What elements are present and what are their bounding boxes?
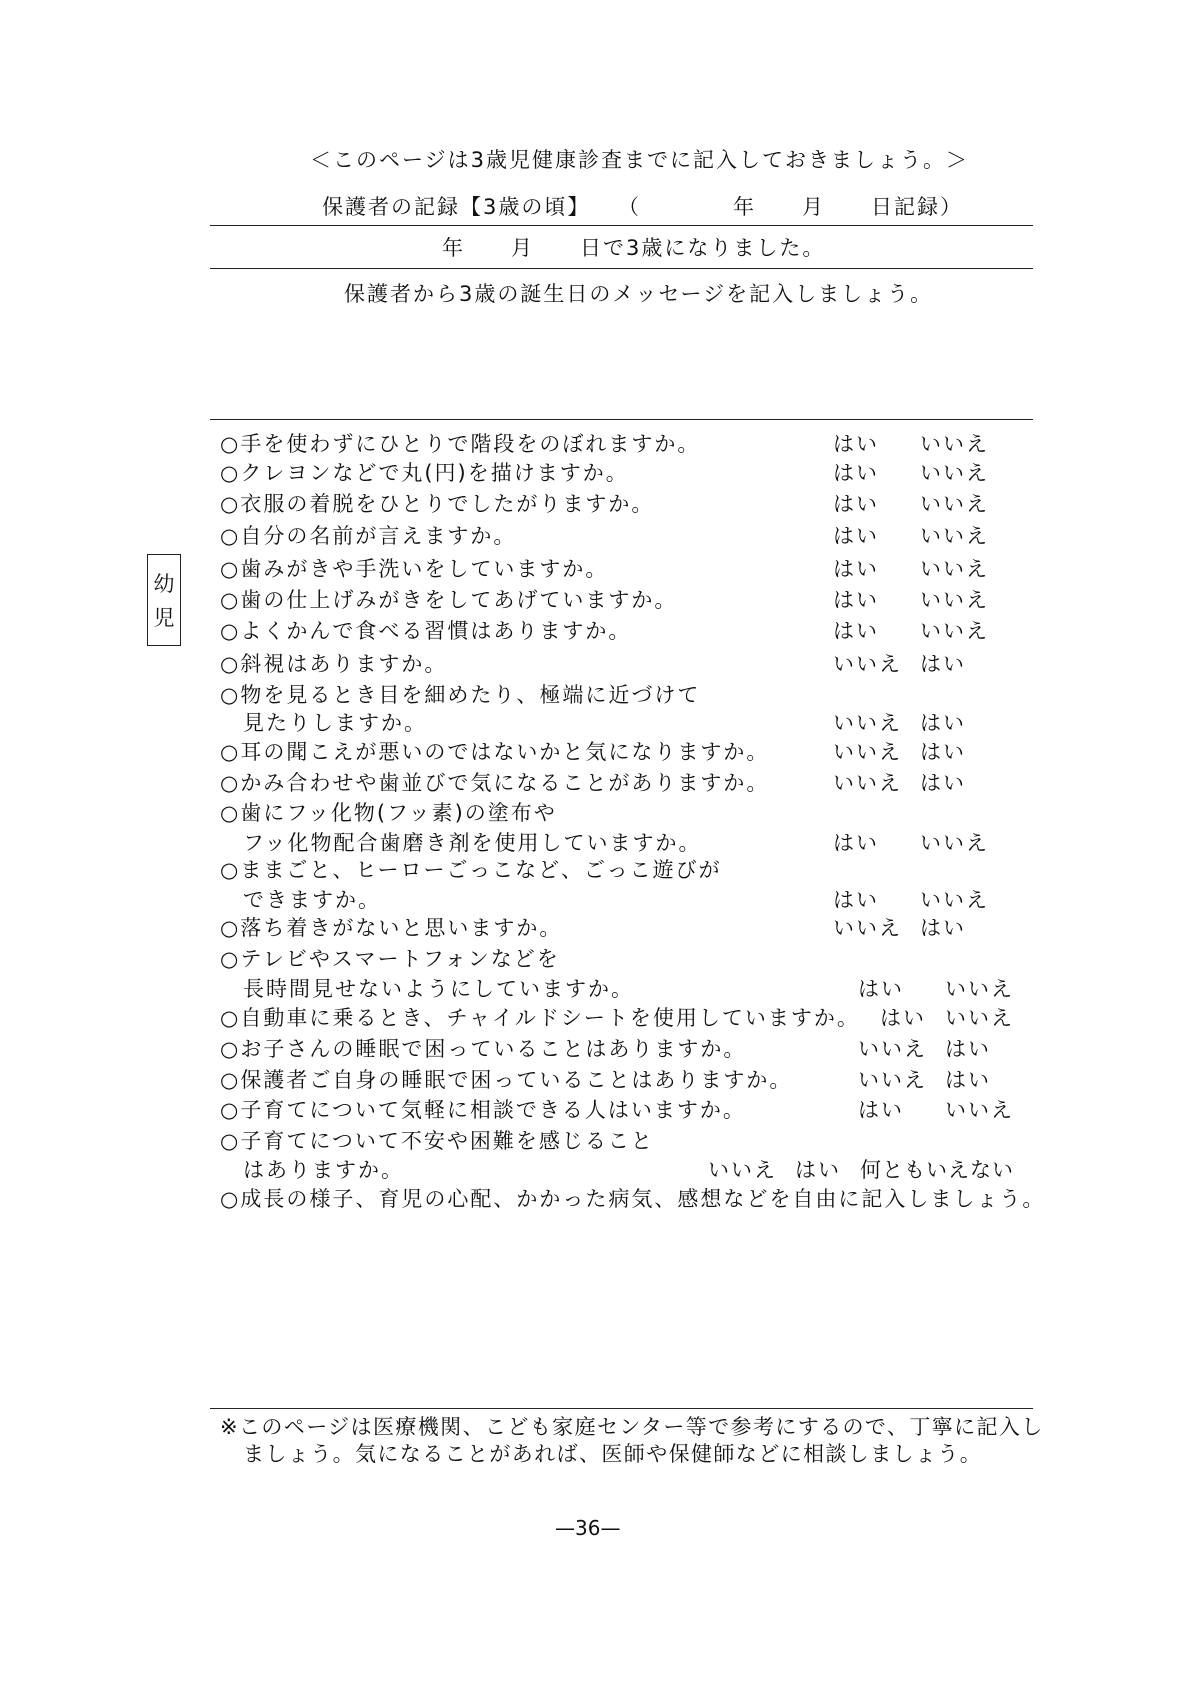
divider-top <box>210 225 1033 226</box>
answer-7-a[interactable]: はい <box>833 619 879 643</box>
footer-note-line1: ※このページは医療機関、こども家庭センター等で参考にするので、丁寧に記入し <box>220 1415 1044 1439</box>
answer-6-a[interactable]: はい <box>833 588 879 612</box>
answer-15-b[interactable]: いいえ <box>945 977 1014 1001</box>
question-2: ○クレヨンなどで丸(円)を描けますか。 <box>220 461 629 485</box>
answer-19-b[interactable]: いいえ <box>945 1098 1014 1122</box>
answer-8-b[interactable]: はい <box>920 652 966 676</box>
answer-20-a[interactable]: いいえ <box>708 1158 777 1182</box>
page-instruction: ＜このページは3歳児健康診査までに記入しておきましょう。＞ <box>310 148 969 172</box>
question-16: ○自動車に乗るとき、チャイルドシートを使用していますか。 <box>220 1006 860 1030</box>
answer-9-a[interactable]: いいえ <box>833 711 902 735</box>
answer-11-b[interactable]: はい <box>920 771 966 795</box>
question-12-cont: フッ化物配合歯磨き剤を使用していますか。 <box>243 831 702 855</box>
answer-5-b[interactable]: いいえ <box>920 557 989 581</box>
answer-3-b[interactable]: いいえ <box>920 492 989 516</box>
answer-18-b[interactable]: はい <box>945 1068 991 1092</box>
answer-17-a[interactable]: いいえ <box>858 1037 927 1061</box>
answer-2-b[interactable]: いいえ <box>920 461 989 485</box>
answer-10-a[interactable]: いいえ <box>833 740 902 764</box>
question-17: ○お子さんの睡眠で困っていることはありますか。 <box>220 1037 747 1061</box>
answer-5-a[interactable]: はい <box>833 557 879 581</box>
answer-12-a[interactable]: はい <box>833 831 879 855</box>
birthday-line[interactable]: 年 月 日で3歳になりました。 <box>442 236 826 260</box>
answer-9-b[interactable]: はい <box>920 711 966 735</box>
answer-1-b[interactable]: いいえ <box>920 432 989 456</box>
answer-17-b[interactable]: はい <box>945 1037 991 1061</box>
answer-18-a[interactable]: いいえ <box>858 1068 927 1092</box>
answer-20-b[interactable]: はい <box>795 1158 841 1182</box>
answer-13-a[interactable]: はい <box>833 888 879 912</box>
question-8: ○斜視はありますか。 <box>220 652 448 676</box>
question-15: ○テレビやスマートフォンなどを <box>220 947 560 971</box>
answer-19-a[interactable]: はい <box>858 1098 904 1122</box>
divider-footer <box>210 1408 1033 1409</box>
record-date: （ 年 月 日記録） <box>618 195 963 219</box>
record-title: 保護者の記録【3歳の頃】 <box>322 195 591 219</box>
answer-14-b[interactable]: はい <box>920 916 966 940</box>
question-5: ○歯みがきや手洗いをしていますか。 <box>220 557 609 581</box>
answer-8-a[interactable]: いいえ <box>833 652 902 676</box>
section-tab-char2: 児 <box>153 606 175 630</box>
question-19: ○子育てについて気軽に相談できる人はいますか。 <box>220 1098 746 1122</box>
answer-16-b[interactable]: いいえ <box>945 1006 1014 1030</box>
answer-10-b[interactable]: はい <box>920 740 966 764</box>
question-3: ○衣服の着脱をひとりでしたがりますか。 <box>220 492 655 516</box>
free-comment-area[interactable] <box>243 1220 1013 1390</box>
question-20: ○子育てについて不安や困難を感じること <box>220 1129 654 1153</box>
question-7: ○よくかんで食べる習慣はありますか。 <box>220 619 632 643</box>
question-6: ○歯の仕上げみがきをしてあげていますか。 <box>220 588 678 612</box>
question-13: ○ままごと、ヒーローごっこなど、ごっこ遊びが <box>220 858 722 882</box>
question-12: ○歯にフッ化物(フッ素)の塗布や <box>220 801 557 825</box>
question-15-cont: 長時間見せないようにしていますか。 <box>243 977 634 1001</box>
answer-4-b[interactable]: いいえ <box>920 524 989 548</box>
question-4: ○自分の名前が言えますか。 <box>220 524 517 548</box>
answer-11-a[interactable]: いいえ <box>833 771 902 795</box>
section-tab-char1: 幼 <box>153 572 175 596</box>
message-prompt: 保護者から3歳の誕生日のメッセージを記入しましょう。 <box>344 282 934 306</box>
question-9: ○物を見るとき目を細めたり、極端に近づけて <box>220 683 701 707</box>
question-9-cont: 見たりしますか。 <box>243 711 427 735</box>
question-1: ○手を使わずにひとりで階段をのぼれますか。 <box>220 432 701 456</box>
question-10: ○耳の聞こえが悪いのではないかと気になりますか。 <box>220 740 770 764</box>
section-tab-infant <box>147 554 181 646</box>
answer-7-b[interactable]: いいえ <box>920 619 989 643</box>
answer-14-a[interactable]: いいえ <box>833 916 902 940</box>
answer-4-a[interactable]: はい <box>833 524 879 548</box>
question-14: ○落ち着きがないと思いますか。 <box>220 916 563 940</box>
answer-15-a[interactable]: はい <box>858 977 904 1001</box>
question-18: ○保護者ご自身の睡眠で困っていることはありますか。 <box>220 1068 793 1092</box>
question-21: ○成長の様子、育児の心配、かかった病気、感想などを自由に記入しましょう。 <box>220 1187 1046 1211</box>
answer-12-b[interactable]: いいえ <box>920 831 989 855</box>
question-20-cont: はありますか。 <box>243 1158 404 1182</box>
question-11: ○かみ合わせや歯並びで気になることがありますか。 <box>220 771 770 795</box>
divider-birthday <box>210 268 1033 269</box>
question-13-cont: できますか。 <box>243 888 381 912</box>
answer-3-a[interactable]: はい <box>833 492 879 516</box>
footer-note-line2: ましょう。気になることがあれば、医師や保健師などに相談しましょう。 <box>243 1442 983 1466</box>
answer-2-a[interactable]: はい <box>833 461 879 485</box>
answer-6-b[interactable]: いいえ <box>920 588 989 612</box>
answer-13-b[interactable]: いいえ <box>920 888 989 912</box>
answer-20-c[interactable]: 何ともいえない <box>860 1158 1014 1182</box>
answer-1-a[interactable]: はい <box>833 432 879 456</box>
divider-message <box>210 419 1033 420</box>
page-number: —36— <box>555 1516 621 1540</box>
answer-16-a[interactable]: はい <box>880 1006 926 1030</box>
